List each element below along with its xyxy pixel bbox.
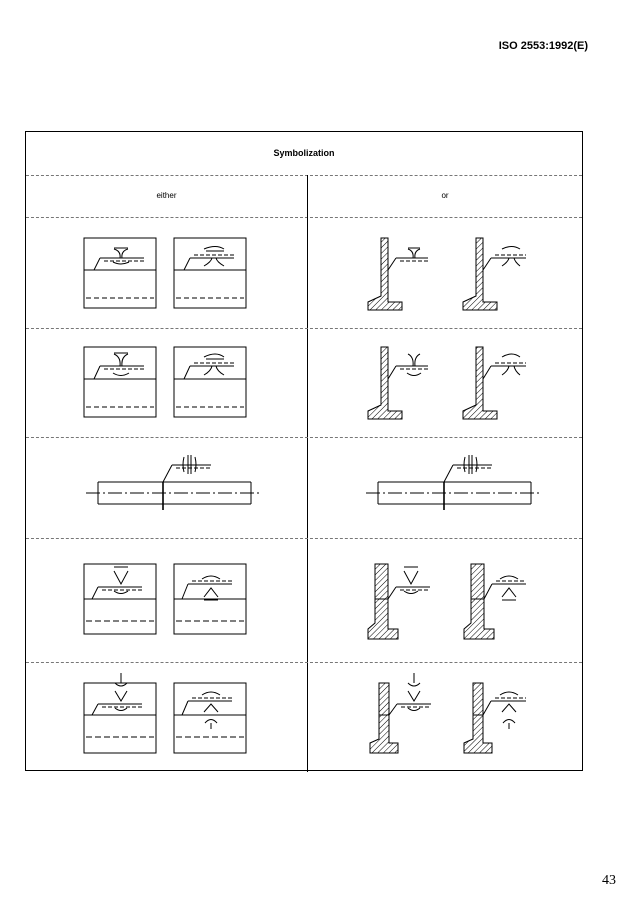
column-header-either: either [156,191,177,200]
either-drawing-1a [84,238,156,308]
either-drawing-2a [84,347,156,417]
either-drawing-4a [84,564,156,634]
or-drawing-4b [464,564,526,639]
symbol-row-1 [26,218,583,328]
symbol-row-5 [26,663,583,771]
table-title: Symbolization [273,148,335,158]
either-drawing-1b [174,238,246,308]
or-drawing-2a [368,347,428,419]
or-drawing-5b [464,683,526,753]
page-number: 43 [602,873,616,888]
symbol-row-2 [26,329,583,437]
either-drawing-4b [174,564,246,634]
symbol-row-4 [26,539,583,662]
or-drawing-1a [368,238,428,310]
or-drawing-4a [368,564,430,639]
or-drawing-5a [370,673,431,753]
standard-reference: ISO 2553:1992(E) [498,40,588,52]
either-drawing-5a [84,673,156,753]
either-drawing-5b [174,683,246,753]
symbolization-table [25,131,583,771]
or-drawing-3 [366,455,541,510]
either-drawing-3 [86,455,261,510]
column-header-or: or [441,191,449,200]
or-drawing-2b [463,347,526,419]
symbol-row-3 [26,438,583,538]
either-drawing-2b [174,347,246,417]
or-drawing-1b [463,238,526,310]
